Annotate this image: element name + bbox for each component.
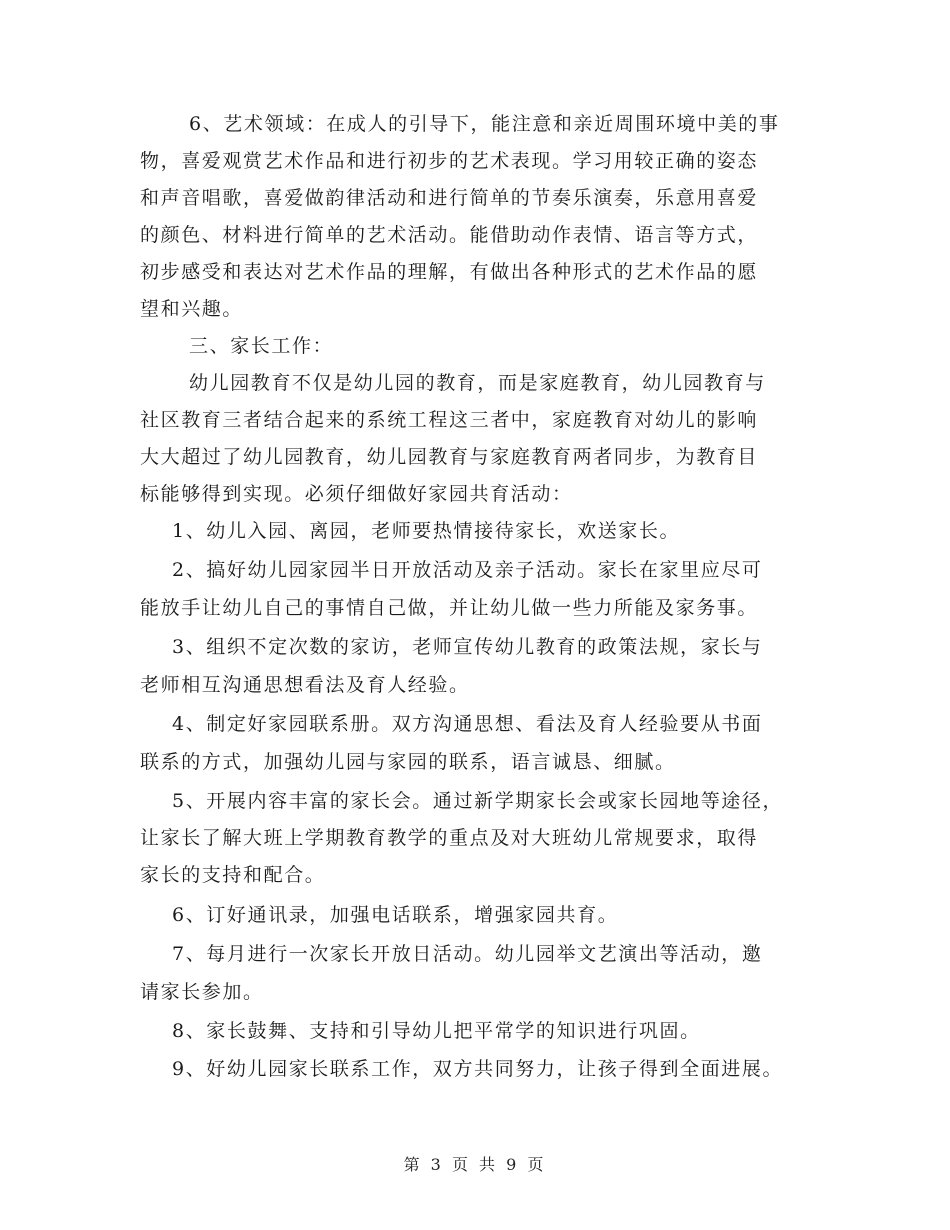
text-line: 初步感受和表达对艺术作品的理解，有做出各种形式的艺术作品的愿	[140, 261, 759, 283]
list-item: 2、搞好幼儿园家园半日开放活动及亲子活动。家长在家里应尽可	[172, 559, 763, 581]
list-item: 1、幼儿入园、离园，老师要热情接待家长，欢送家长。	[172, 520, 681, 542]
text-line: 的颜色、材料进行简单的艺术活动。能借助动作表情、语言等方式，	[140, 224, 759, 246]
list-item: 8、家长鼓舞、支持和引导幼儿把平常学的知识进行巩固。	[172, 1020, 701, 1042]
page-number-footer: 第 3 页 共 9 页	[403, 1155, 547, 1174]
list-item: 5、开展内容丰富的家长会。通过新学期家长会或家长园地等途径，	[172, 790, 784, 812]
text-line: 6、艺术领域：在成人的引导下，能注意和亲近周围环境中美的事	[189, 113, 780, 135]
list-item: 6、订好通讯录，加强电话联系，增强家园共育。	[172, 904, 619, 926]
text-line: 大大超过了幼儿园教育，幼儿园教育与家庭教育两者同步，为教育目	[140, 446, 759, 468]
text-line: 联系的方式，加强幼儿园与家园的联系，语言诚恳、细腻。	[140, 751, 676, 773]
text-line: 能放手让幼儿自己的事情自己做，并让幼儿做一些力所能及家务事。	[140, 597, 759, 619]
text-line: 和声音唱歌，喜爱做韵律活动和进行简单的节奏乐演奏，乐意用喜爱	[140, 187, 759, 209]
text-line: 幼儿园教育不仅是幼儿园的教育，而是家庭教育，幼儿园教育与	[189, 372, 766, 394]
text-line: 社区教育三者结合起来的系统工程这三者中，家庭教育对幼儿的影响	[140, 409, 759, 431]
text-line: 请家长参加。	[140, 981, 264, 1003]
list-item: 7、每月进行一次家长开放日活动。幼儿园举文艺演出等活动，邀	[172, 943, 763, 965]
text-line: 家长的支持和配合。	[140, 864, 326, 886]
list-item: 4、制定好家园联系册。双方沟通思想、看法及育人经验要从书面	[172, 713, 763, 735]
text-line: 望和兴趣。	[140, 298, 244, 320]
text-line: 老师相互沟通思想看法及育人经验。	[140, 674, 470, 696]
text-line: 物，喜爱观赏艺术作品和进行初步的艺术表现。学习用较正确的姿态	[140, 150, 759, 172]
section-heading: 三、家长工作：	[189, 335, 334, 357]
text-line: 让家长了解大班上学期教育教学的重点及对大班幼儿常规要求，取得	[140, 827, 759, 849]
list-item: 3、组织不定次数的家访，老师宣传幼儿教育的政策法规，家长与	[172, 636, 763, 658]
list-item: 9、好幼儿园家长联系工作，双方共同努力，让孩子得到全面进展。	[172, 1058, 784, 1080]
text-line: 标能够得到实现。必须仔细做好家园共育活动：	[140, 483, 573, 505]
